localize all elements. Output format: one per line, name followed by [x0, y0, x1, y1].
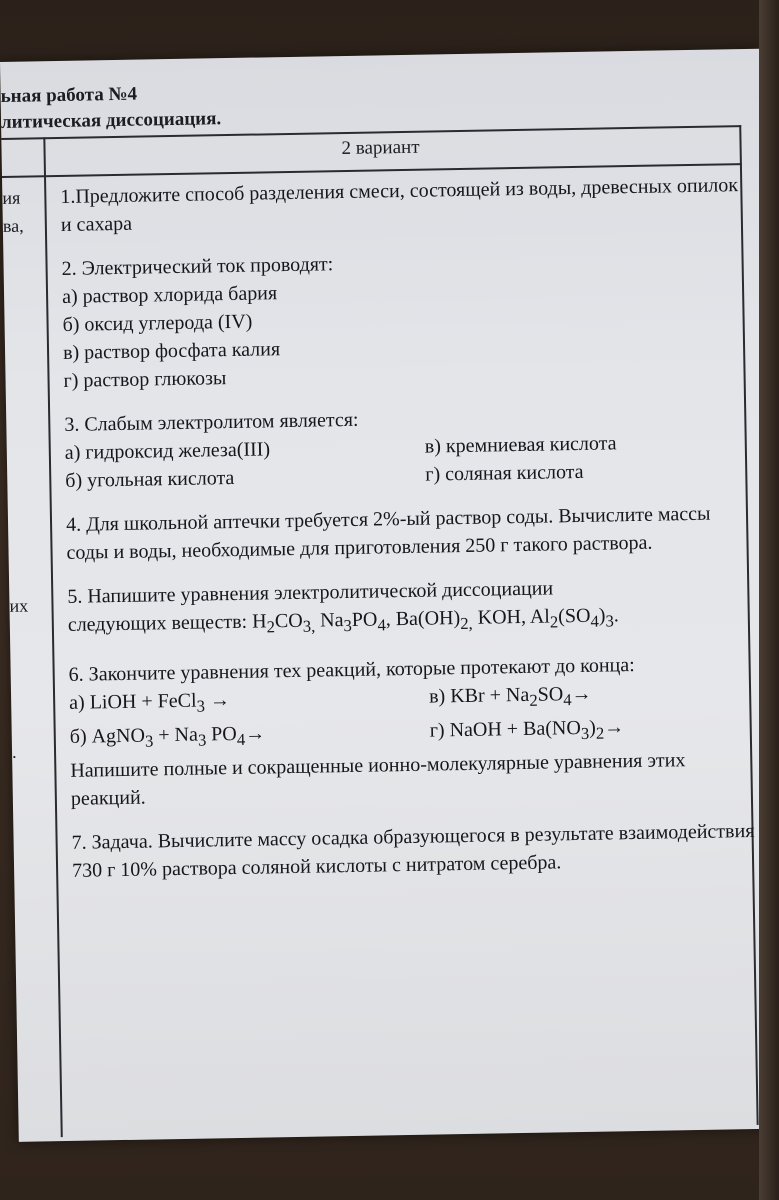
- left-column-fragment: .: [11, 741, 17, 762]
- question-6-note: Напишите полные и сокращенные ионно-молекулярные уравнения этих реакций.: [70, 749, 686, 810]
- left-column-fragment: ия: [2, 187, 21, 208]
- left-column-fragment: ва,: [2, 215, 24, 236]
- question-4: 4. Для школьной аптечки требуется 2%-ый раствор соды. Вычислите массы соды и воды, необходимые для приготовления 250 г такого раствора.: [65, 502, 711, 564]
- question-2-title: 2. Электрический ток проводят:: [61, 253, 334, 280]
- question-2: [61, 243, 753, 395]
- worksheet-subtitle: литическая диссоциация.: [0, 108, 222, 133]
- option: г) соляная кислота: [425, 460, 584, 486]
- question-5-title: 5. Напишите уравнения электролитической диссоциации: [67, 577, 554, 608]
- variant-label: 2 вариант: [341, 136, 420, 160]
- reaction-d: г) NaOH + $Ba(NO_3)_2\to$: [429, 716, 625, 743]
- option: г) раствор глюкозы: [63, 367, 227, 392]
- left-column-fragment: их: [9, 595, 29, 616]
- question-6: [68, 649, 761, 813]
- question-3-title: 3. Слабым электролитом является:: [64, 408, 359, 436]
- reaction-a: а) LiOH + FeCl$_3$ →: [69, 689, 231, 716]
- question-5: [67, 571, 758, 645]
- option: в) раствор фосфата калия: [62, 338, 281, 364]
- questions-column: [60, 171, 762, 901]
- reaction-b: б) AgNO$_3$ + $Na_3$ $PO_4\to$: [69, 722, 266, 751]
- worksheet-title: ьная работа №4: [0, 83, 138, 107]
- option: б) угольная кислота: [65, 466, 235, 492]
- question-7: 7. Задача. Вычислите массу осадка образующегося в результате взаимодействия 730 г 10% раствора соляной кислоты с нитратом серебра.: [71, 819, 755, 882]
- reaction-c: в) KBr + $Na_2SO_4\to$: [428, 682, 592, 710]
- question-1: 1.Предложите способ разделения смеси, состоящей из воды, древесных опилок и сахара: [60, 174, 739, 236]
- question-3: [64, 399, 755, 495]
- table-column-divider: [43, 137, 62, 1137]
- option: в) кремниевая кислота: [424, 432, 617, 458]
- table-surface-edge: [759, 0, 779, 1200]
- option: б) оксид углерода (IV): [62, 310, 253, 336]
- question-6-title: 6. Закончите уравнения тех реакций, которые протекают до конца:: [68, 654, 635, 686]
- option: а) гидроксид железа(III): [64, 438, 271, 464]
- question-5-formulas: следующих веществ: $H_2CO_{3,}$ $Na_3PO_4$, $Ba(OH)_{2,}$ KOH, $Al_2(SO_4)_3$.: [67, 604, 619, 637]
- worksheet-paper: [0, 49, 779, 1142]
- option: а) раствор хлорида бария: [61, 282, 278, 308]
